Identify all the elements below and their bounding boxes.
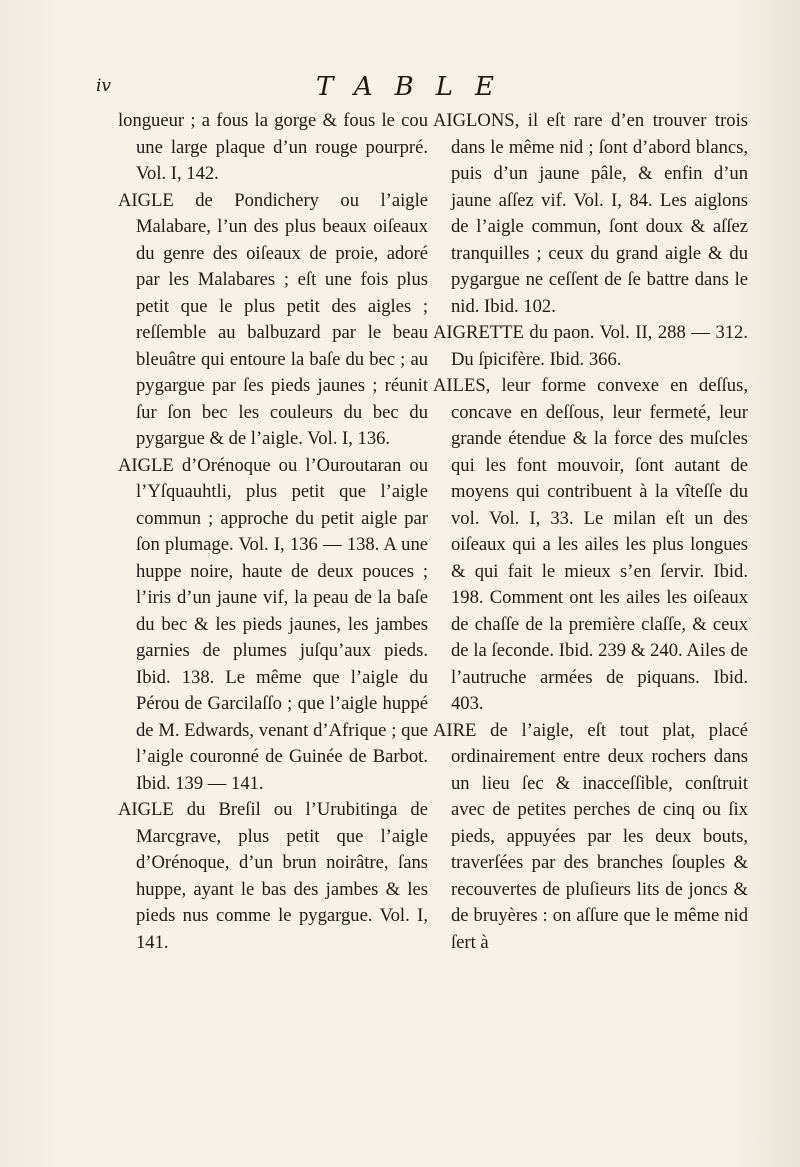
page-header [96,72,736,108]
right-column [433,108,748,956]
index-entry: AIGRETTE du paon. Vol. II, 288 — 312. Du ſpicifère. Ibid. 366. [433,322,748,370]
index-entry: AIGLE du Breſil ou l’Urubitinga de Marcgrave, plus petit que l’aigle d’Orénoque, d’un brun noirâtre, ſans huppe, ayant le bas des jambes & les pieds nus comme le pygargue. Vol. I, 141. [118,799,428,953]
page-number: iv [96,76,112,96]
index-entry: AILES, leur forme convexe en deſſus, concave en deſſous, leur fermeté, leur grande étendue & la force des muſcles qui les font mouvoir, ſont autant de moyens qui contribuent à la vîteſſe du vol. Vol. I, 33. Le milan eſt un des oiſeaux qui a les ailes les plus longues & qui fait le mieux s’en ſervir. Ibid. 198. Comment ont les ailes les oiſeaux de chaſſe de la première claſſe, & ceux de la ſeconde. Ibid. 239 & 240. Ailes de l’autruche armées de piquans. Ibid. 403. [433,375,748,714]
running-title: TABLE [315,72,517,102]
index-entry: AIRE de l’aigle, eſt tout plat, placé ordinairement entre deux rochers dans un lieu ſec & inacceſſible, conſtruit avec de petites perches de cinq ou ſix pieds, appuyées par les deux bouts, traverſées par des branches ſouples & recouvertes de pluſieurs lits de joncs & de bruyères : on aſſure que le même nid ſert à [433,719,748,953]
left-column [118,108,428,956]
index-entry: longueur ; a fous la gorge & fous le cou une large plaque d’un rouge pourpré. Vol. I, 142. [118,110,428,184]
index-entry: AIGLE de Pondichery ou l’aigle Malabare, l’un des plus beaux oiſeaux du genre des oiſeaux de proie, adoré par les Malabares ; eſt une fois plus petit que le plus petit des aigles ; reſſemble au balbuzard par le beau bleuâtre qui entoure la baſe du bec ; au pygargue par ſes pieds jaunes ; réunit ſur ſon bec les couleurs du bec du pygargue & de l’aigle. Vol. I, 136. [118,189,428,449]
index-entry: AIGLE d’Orénoque ou l’Ouroutaran ou l’Yſquauhtli, plus petit que l’aigle commun ; approche du petit aigle par ſon plumage. Vol. I, 136 — 138. A une huppe noire, haute de deux pouces ; l’iris d’un jaune vif, la peau de la baſe du bec & les pieds jaunes, les jambes garnies de plumes juſqu’aux pieds. Ibid. 138. Le même que l’aigle du Pérou de Garcilaſſo ; que l’aigle huppé de M. Edwards, venant d’Afrique ; que l’aigle couronné de Guinée de Barbot. Ibid. 139 — 141. [118,454,428,794]
index-entry: AIGLONS, il eſt rare d’en trouver trois dans le même nid ; ſont d’abord blancs, puis d’un jaune pâle, & enfin d’un jaune aſſez vif. Vol. I, 84. Les aiglons de l’aigle commun, ſont doux & aſſez tranquilles ; ceux du grand aigle & du pygargue ne ceſſent de ſe battre dans le nid. Ibid. 102. [433,110,748,317]
